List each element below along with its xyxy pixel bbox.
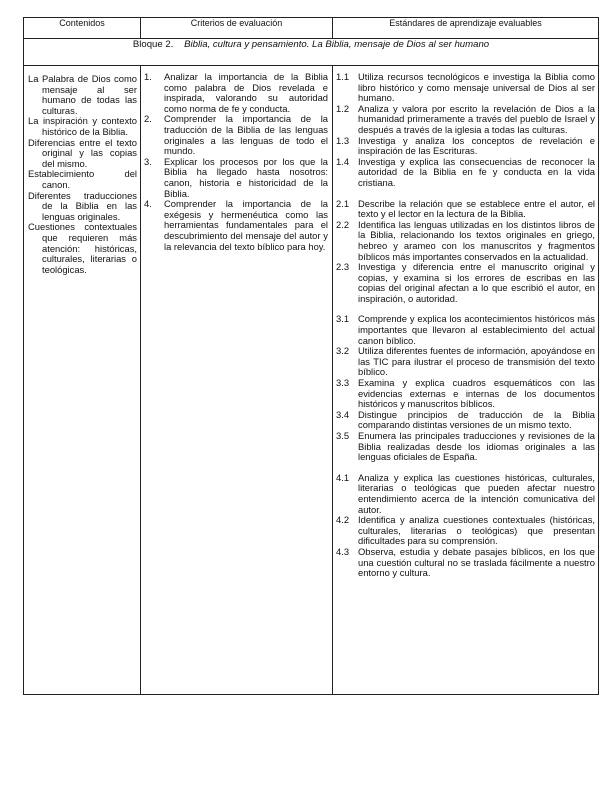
criterio-number: 4. — [144, 198, 152, 210]
estandar-number: 2.1 — [336, 197, 350, 209]
header-criterios: Criterios de evaluación — [141, 18, 333, 39]
estandar-text: Observa, estudia y debate pasajes bíblicos, en los que una cuestión cultural no se traslada fácilmente a nuestro entorno y cultura. — [358, 545, 595, 579]
content-row — [24, 66, 599, 695]
criterio-text: Comprender la importancia de la traducción de la Biblia de las lenguas originales a las lenguas de todo el mundo. — [164, 113, 328, 157]
contenido-item: Cuestiones contextuales que requieren más atención: históricas, culturales, literarias o teológicas. — [28, 221, 137, 275]
estandar-number: 2.3 — [336, 261, 350, 273]
criterio-text: Analizar la importancia de la Biblia como palabra de Dios revelada e inspirada, valorando su autoridad como norma de fe y conducta. — [164, 71, 328, 114]
contenido-item: Establecimiento del canon. — [28, 168, 137, 190]
bloque-heading — [24, 39, 599, 66]
criterio-number: 2. — [144, 113, 152, 125]
estandar-text: Utiliza diferentes fuentes de información, apoyándose en las TIC para ilustrar el proceso de transmisión del texto bíblico. — [358, 345, 595, 378]
contenidos-cell — [24, 66, 141, 695]
estandar-number: 3.4 — [336, 408, 350, 420]
estandar-item — [336, 431, 595, 463]
estandar-number: 4.2 — [336, 514, 350, 526]
criterio-item — [144, 157, 328, 199]
estandar-number: 4.1 — [336, 471, 350, 483]
curriculum-table — [23, 17, 599, 695]
bloque-label: Bloque 2. — [132, 39, 174, 50]
bloque-row — [24, 39, 599, 66]
estandar-text: Identifica y analiza cuestiones contextuales (históricas, culturales, literarias o teológicas) que presentan dificultades para su comprensión. — [358, 514, 595, 547]
estandar-item — [336, 410, 595, 431]
estandar-item — [336, 262, 595, 304]
criterio-text: Comprender la importancia de la exégesis y hermenéutica como las herramientas fundamentales para el descubrimiento del mensaje del autor y la relevancia del texto bíblico para hoy. — [164, 198, 328, 252]
estandar-text: Examina y explica cuadros esquemáticos con las evidencias externas e internas de los documentos históricos y manuscritos bíblicos. — [358, 377, 595, 410]
estandar-number: 4.3 — [336, 545, 350, 557]
estandar-text: Identifica las lenguas utilizadas en los distintos libros de la Biblia, relacionando los textos originales en griego, hebreo y arameo con los manuscritos y fragmentos bíblicos más importantes conservados en la actualidad. — [358, 218, 595, 262]
contenido-item: La inspiración y contexto histórico de la Biblia. — [28, 115, 137, 137]
estandar-number: 3.5 — [336, 430, 350, 441]
table-header-row — [24, 18, 599, 39]
header-estandares: Estándares de aprendizaje evaluables — [333, 18, 599, 39]
estandar-text: Enumera las principales traducciones y revisiones de la Biblia realizadas desde los idiomas originales a las lenguas oficiales de España. — [358, 430, 595, 463]
estandar-number: 1.1 — [336, 71, 350, 82]
estandar-text: Investiga y explica las consecuencias de reconocer la autoridad de la Biblia en fe y conducta en la vida cristiana. — [358, 155, 595, 188]
estandar-number: 3.2 — [336, 345, 350, 357]
estandar-text: Utiliza recursos tecnológicos e investiga la Biblia como libro histórico y como mensaje universal de Dios al ser humano. — [358, 71, 595, 104]
contenido-item: La Palabra de Dios como mensaje al ser humano de todas las culturas. — [28, 73, 137, 116]
estandar-item — [336, 136, 595, 157]
estandar-text: Distingue principios de traducción de la Biblia comparando distintas versiones de un mismo texto. — [358, 408, 595, 431]
estandar-item — [336, 157, 595, 189]
estandar-text: Analiza y valora por escrito la revelación de Dios a la humanidad primeramente a través del pueblo de Israel y después a través de la iglesia a todas las culturas. — [358, 102, 595, 135]
estandar-number: 3.3 — [336, 377, 350, 389]
bloque-title: Biblia, cultura y pensamiento. La Biblia, mensaje de Dios al ser humano — [184, 39, 490, 50]
estandar-number: 1.3 — [336, 134, 350, 146]
estandar-number: 2.2 — [336, 218, 350, 230]
criterio-item — [144, 114, 328, 156]
criterios-cell — [141, 66, 333, 695]
criterio-text: Explicar los procesos por los que la Biblia ha llegado hasta nosotros: canon, historia e historicidad de la Biblia. — [164, 155, 328, 199]
estandar-item — [336, 473, 595, 515]
contenido-item: Diferentes traducciones de la Biblia en las lenguas originales. — [28, 189, 137, 222]
estandar-item — [336, 515, 595, 547]
criterio-number: 3. — [144, 155, 152, 167]
estandar-number: 1.2 — [336, 102, 350, 114]
estandar-item — [336, 199, 595, 220]
header-contenidos: Contenidos — [24, 18, 141, 39]
criterio-item — [144, 72, 328, 114]
estandar-number: 1.4 — [336, 155, 350, 167]
estandar-number: 3.1 — [336, 313, 350, 325]
estandar-text: Describe la relación que se establece entre el autor, el texto y el lector en la lectura de la Biblia. — [358, 197, 595, 220]
contenido-item: Diferencias entre el texto original y las copias del mismo. — [28, 136, 137, 169]
criterio-number: 1. — [144, 71, 152, 82]
estandar-text: Investiga y diferencia entre el manuscrito original y copias, y examina si los errores de escribas en las copias del original afectan a lo que escribió el autor, en inspiración, o autoridad. — [358, 261, 595, 304]
estandares-cell — [333, 66, 599, 695]
estandar-item — [336, 220, 595, 262]
estandar-text: Comprende y explica los acontecimientos históricos más importantes que llevaron al establecimiento del actual canon bíblico. — [358, 313, 595, 346]
estandar-item — [336, 346, 595, 378]
criterio-item — [144, 199, 328, 252]
estandar-item — [336, 378, 595, 410]
estandar-item — [336, 104, 595, 136]
estandar-item — [336, 314, 595, 346]
estandar-text: Investiga y analiza los conceptos de revelación e inspiración de las Escrituras. — [358, 134, 595, 157]
estandar-item — [336, 547, 595, 579]
estandar-item — [336, 72, 595, 104]
estandar-text: Analiza y explica las cuestiones históricas, culturales, literarias o teológicas que pueden afectar nuestro entendimiento acerca de la intención comunicativa del autor. — [358, 471, 595, 515]
